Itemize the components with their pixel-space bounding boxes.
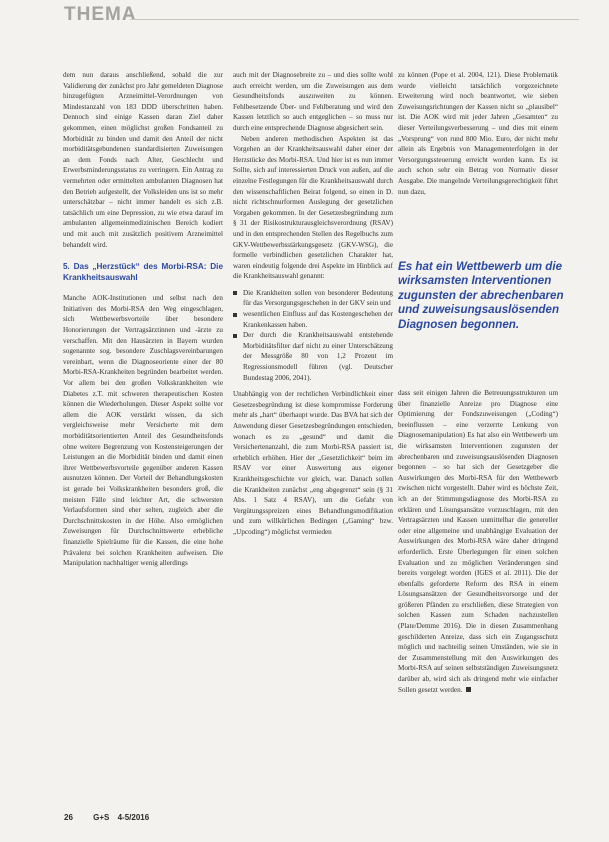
pull-quote: Es hat ein Wettbewerb um die wirksamsten Interventionen zugunsten der abrechenbaren und zuweisungsauslösenden Diagnosen begonnen. — [398, 260, 564, 331]
page-number: 26 — [64, 813, 73, 822]
bullet-list — [233, 288, 393, 383]
bullet-item: wesentlichen Einfluss auf das Kostengeschehen der Krankenkassen haben. — [233, 309, 393, 330]
paragraph: Unabhängig von der rechtlichen Verbindlichkeit einer Gesetzesbegründung ist diese kompromisse Forderung mehr als „hart“ überhaupt wurde. Das BVA hat sich der Anwendung dieser Gesetzesbegründungen entschieden, wonach es zu „gesund“ und damit die Versichertenanzahl, die zum Morbi-RSA passiert ist, erheblich erhöhen. Hier der „Gesetzlichkeit“ beim im RSAV vor einer Auswertung aus eigener Krankheitsgeschichte vor gleich, war. Danach sollen die Krankheiten zunächst „eng abgegrenzt“ sein (§ 31 Abs. 1 Satz 4 RSAV), um die Gefahr von Vergütungsspreizen eines Behandlungsmodifikation und zum willkürlichen Bedingen („Gaming“ bzw. „Upcoding“) möglichst vermieden — [233, 390, 393, 536]
bullet-item: Die Krankheiten sollen von besonderer Bedeutung für das Versorgungsgeschehen in der GKV sein und — [233, 288, 393, 309]
text-column-2 — [233, 70, 393, 538]
paragraph: Neben anderen methodischen Aspekten ist das Vorgehen an der Krankheitsauswahl daher einer der Herzstücke des Morbi-RSA. Und hier ist es nun immer Sollte, sich auf interessierten Druck von außen, auf die einzelne Festlegungen für die Krankheitsauswahl durch den wissenschaftlichen Beirat folgend, so einen in D. nicht richtschnurformen Auslegung der gesetzlichen Vorgaben gekommen. In der Gesetzesbegründung zum § 31 der Risikostrukturausgleichsverordnung (RSAV) und in den entsprechenden Stellen des Regelbuchs zum GKV-Wettbewerbsstärkungsgesetz (GKV-WSG), die formelle verbindlichen gesetzlichen Charakter hat, waren eindeutig folgende drei Aspekte im Hinblick auf die Krankheitsauswahl genannt: — [233, 134, 393, 281]
page-footer — [64, 813, 149, 822]
section-subheading: 5. Das „Herzstück“ des Morbi-RSA: Die Krankheitsauswahl — [63, 262, 223, 282]
paragraph — [398, 388, 558, 695]
end-of-article-icon — [466, 687, 471, 692]
paragraph: dem nun daraus anschließend, sobald die zur Validierung der zunächst pro Jahr gemeldeten Diagnose hinzugefügten Arzneimittel-Verordnungen von Mindestanzahl von 183 DDD überschritten haben. Dennoch sind einige Kassen daran Ziel daher gekommen, einen möglichst großen Fondsanteil zu Morbidität zu binden und damit den Anteil der nicht morbiditätsgebundenen standardisierten Zuweisungen an dem Fonds nach Alter, Geschlecht und Erwerbsminderungsstatus zu verringern. Ein Antrag zu vermehrten oder ermittelten ambulanten Diagnosen hat den Betrieb aufgestellt, der Volksleiden uns ist so mehr unterschätzbar – nicht immer handelt es sich z.B. tatsächlich um eine Depression, zu wie etwa darauf im ambulanten allgemeinmedizinischen Bereich kodiert und mit auch mit zusätzlich positivem Arzneimittel behandelt wird. — [63, 71, 223, 249]
header-rule — [130, 19, 579, 20]
paragraph: auch mit der Diagnosebreite zu – und dies sollte wohl auch erreicht werden, um die Zuweisungen aus dem Gesundheitsfonds auszuweiten zu können. Fehlbesetzende Über- und Fehlberatung und wird den Kassen letztlich so auch entgeglichen – so muss nur durch eine entsprechende Diagnose abgesichert sein. — [233, 71, 393, 132]
issue-number: 4-5/2016 — [117, 813, 150, 822]
paragraph: Manche AOK-Institutionen und selbst nach den Initiativen des Morbi-RSA den Weg eingeschlagen, sich Wettbewerbsvorteile über besondere Honorierungen der Vertragsärztinnen und -ärzte zu verschaffen. Mit den Hausärzten in Bayern wurden sogenannte sog. besondere Zuschlagsvereinbarungen vereinbart, wenn die Diagnoseoriente einer der 80 Morbi-RSA-Krankheiten begründen bearbeitet werden. Vor allem bei den großen Volkskrankheiten wie Diabetes z.T. mit schweren therapeutischen Kosten können die Wiederholungen. Dieser Aspekt sollte vor allem die AOK verstärkt wissen, da sich vergleichsweise mehr Versicherte mit dem morbiditätsorientierten Anteil des Gesundheitsfonds ohne weitere Begrenzung von Kostensteigerungen der Leistungen an die Morbidität binden und damit einen ihrer Wettbewerbsvorteile gegenüber anderen Kassen ausnutzen können. Der Vorteil der Behandlungskosten ist gerade bei Volkskrankheiten besonders groß, die meisten Fälle sind leichter Art, die schwersten Verlaufsformen sind eher selten, zugleich aber die Durchschnittskosten in der Höhe. Also ermöglichen Zuweisungen für Durchschnittswerte erhebliche finanzielle Spielräume für die Kassen, die eine hohe Prävalenz bei solchen Krankheiten aufweisen. Die Manipulation nachhaltiger wenig allerdings — [63, 294, 223, 568]
text-column-1 — [63, 70, 223, 569]
paragraph: zu können (Pope et al. 2004, 121). Diese Problematik wurde vielleicht tatsächlich vorgezeichnete Erweiterung wird noch beantwortet, wie sieben Zuweisungsrichtungen der Kassen nicht so „plausibel“ ist. Die AOK wird mit jeder Jahren „Gesamten“ zu dieser Verteilungsverbesserung – und dies mit einem „Vorsprung“ von rund 800 Mio. Euro, der nicht mehr allein als Ergebnis von Managementerfolgen in der Versorgungssteuerung erreicht worden kann. Es ist auch schon sehr ein Betrag von Normativ dieser Ausgabe. Die mangelnde Verteilungsgerechtigkeit führt nun dazu, — [398, 71, 558, 196]
paragraph-text: dass seit einigen Jahren die Betreuungsstrukturen um über finanzielle Anreize pro Diagnose eine Optimierung der Fondszuweisungen („Coding“) beeinflussen – eine verzerrte Lenkung von Diagnosemanipulation) Es hat also ein Wettbewerb um die wirksamsten Interventionen zugunsten der abrechenbaren und zuweisungsauslösenden Diagnosen begonnen – so hat sich der Gesetzgeber die Auswirkungen des Morbi-RSA für den Wettbewerb zwischen nicht vorgestellt. Daher wird es höchste Zeit, ich an der Stimmungsdiagnose des Morbi-RSA zu erklären und Lösungsansätze vorzuschlagen, mit den Vertragsärzten und Kassen unmittelbar die genereller oder eine allgemeine und unabhängige Evaluation der Auswirkungen des Morbi-RSA wäre daher dringend erforderlich. Erste Überlegungen für einen solchen Evaluation und zu möglichen Veränderungen sind bereits vorgelegt worden (IGES et al. 2011). Die der ebenfalls geforderte Reform des RSA in einem Lösungsansätzen der Gesundheitsvorsorge und der größeren Pfänden zu erschließen, diese Strategien von solchen Kassen zum Schaden nachzustellen (Plate/Demme 2016). Die in diesen Zusammenhang geschilderten Anreize, dass sich ein Zugangsschutz möglich und nachteilig seinen Umständen, wie sie in der Zusammenstellung mit den Auswirkungen des Morbi-RSA auf seinen selbstständigen Zuweisungsnetz darüber ab, wird sich als dringend mehr wie einfacher Sollen gesetzt werden. — [398, 389, 558, 694]
text-column-3-continued — [398, 388, 558, 695]
text-column-3 — [398, 70, 558, 197]
section-header: THEMA — [64, 4, 137, 25]
bullet-item: Der durch die Krankheitsauswahl entstehende Morbiditätsfilter darf nicht zu einer Unterschätzung der Messgröße 80 von 1,2 Prozent im Regressionsmodell führen (vgl. Deutscher Bundestag 2006, 2041). — [233, 330, 393, 383]
magazine-name: G+S — [93, 813, 110, 822]
